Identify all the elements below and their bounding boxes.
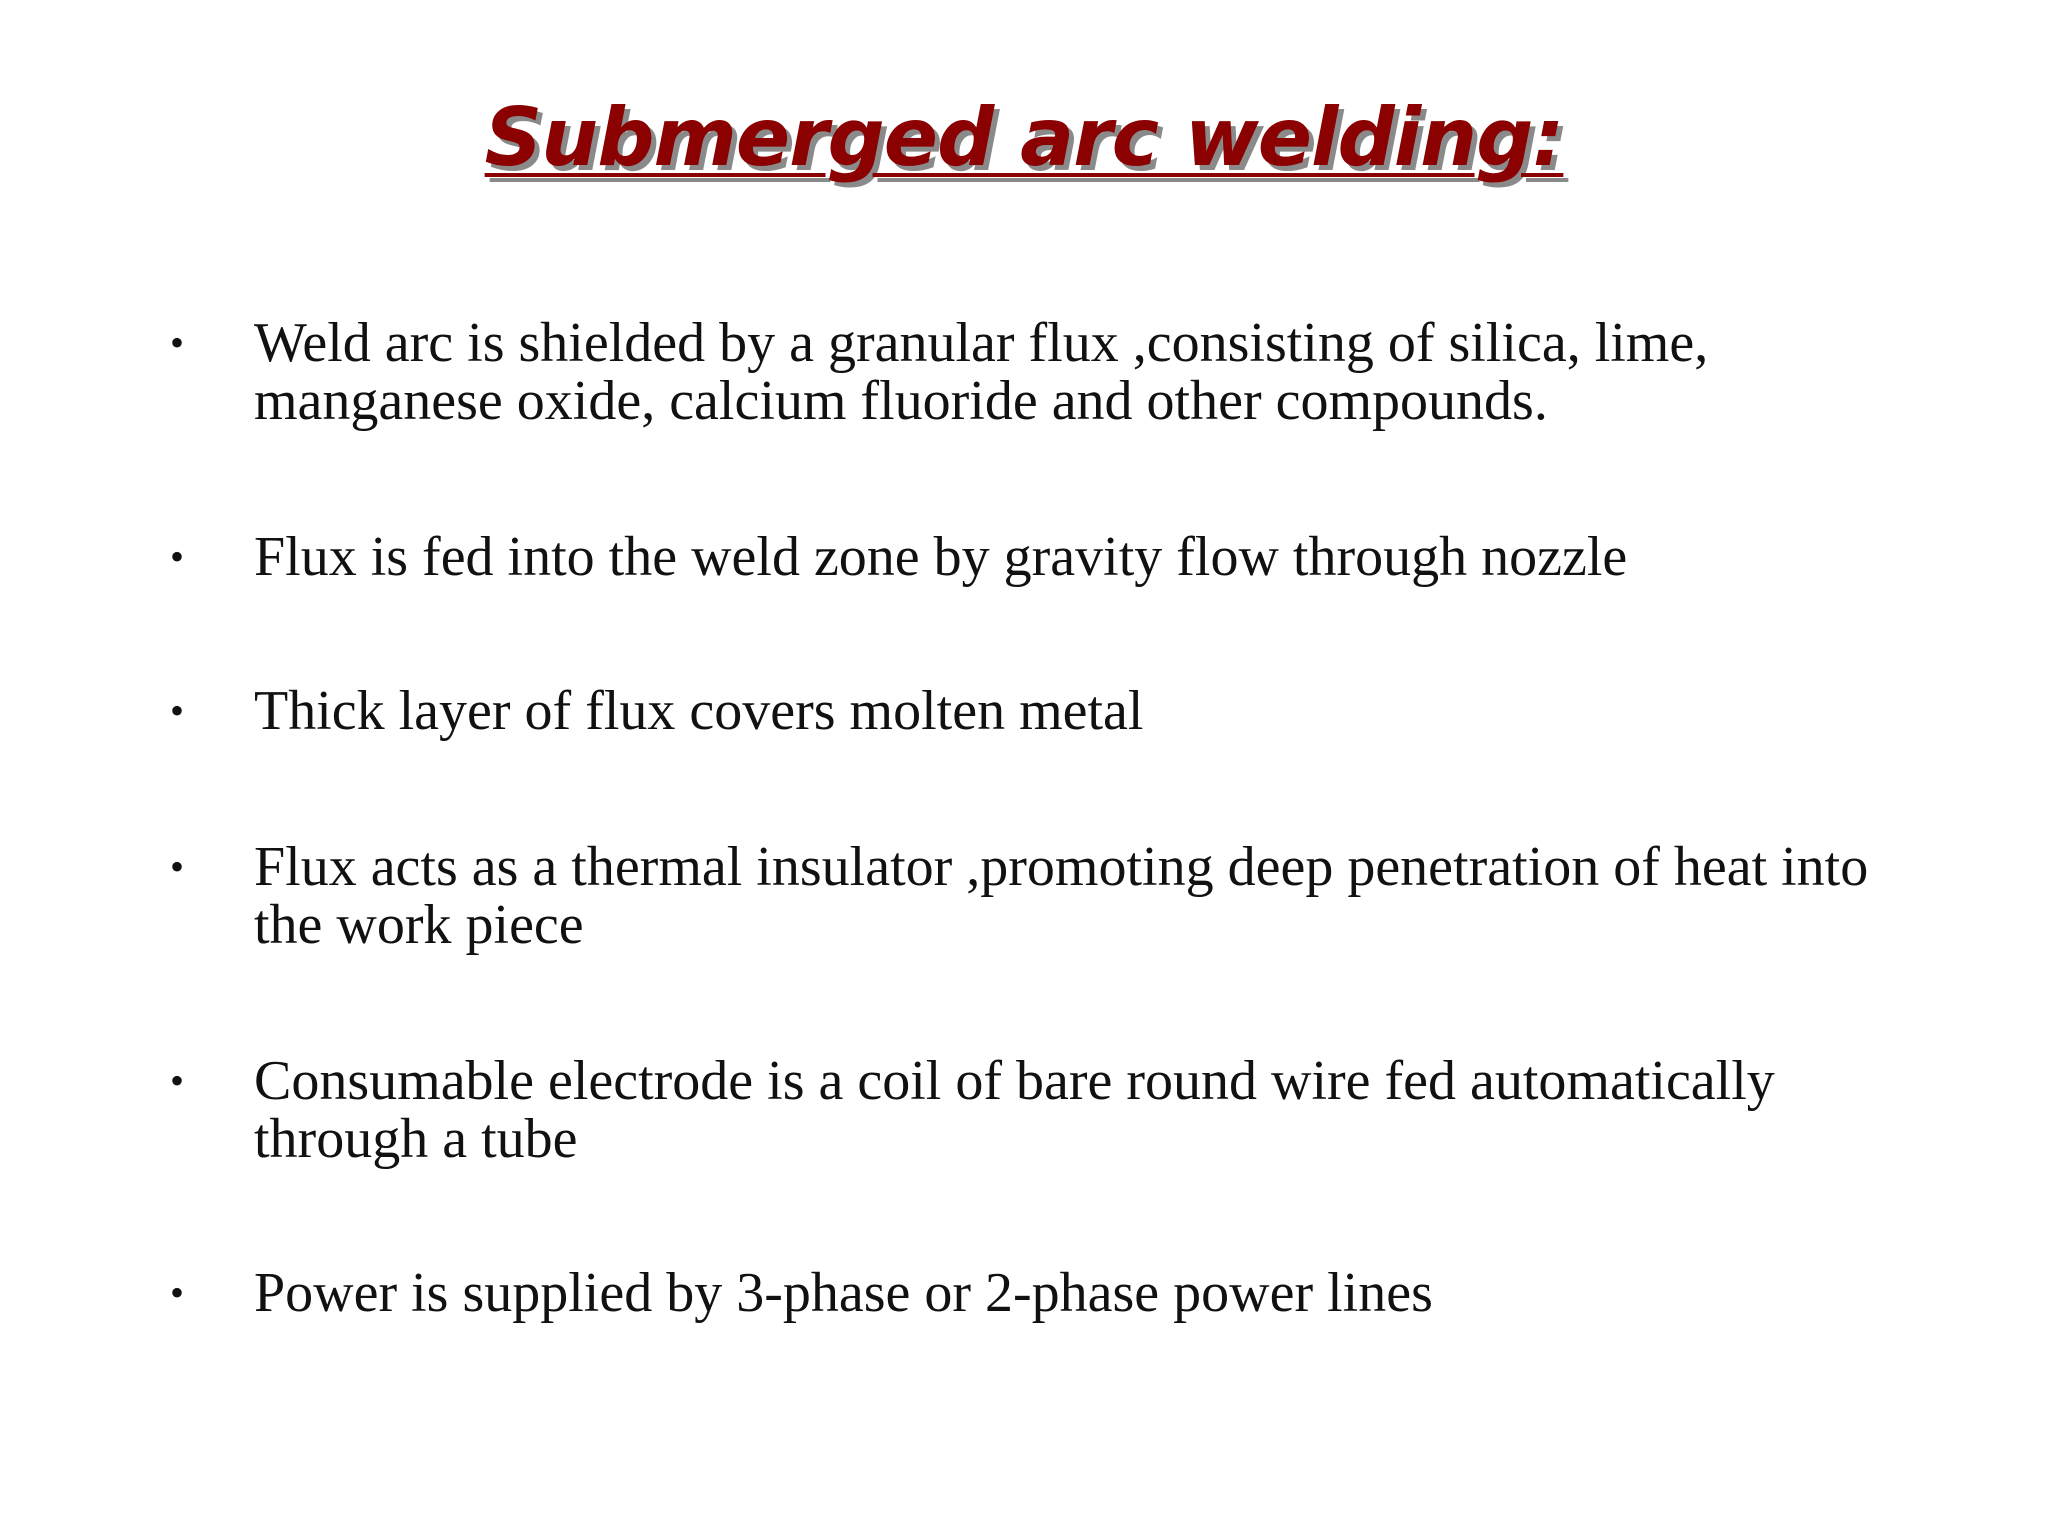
bullet-text: Power is supplied by 3-phase or 2-phase power lines <box>254 1262 1433 1324</box>
bullet-text: Weld arc is shielded by a granular flux ,consisting of silica, lime, manganese oxide, calcium fluoride and other compounds. <box>254 312 1709 432</box>
slide-title: Submerged arc welding: <box>484 91 1564 184</box>
bullet-item <box>170 682 1930 740</box>
bullet-marker: • <box>170 320 185 365</box>
bullet-item <box>170 1264 1930 1322</box>
bullet-text: Flux is fed into the weld zone by gravity flow through nozzle <box>254 526 1628 588</box>
bullet-marker: • <box>170 1058 185 1103</box>
bullet-marker: • <box>170 688 185 733</box>
bullet-text: Thick layer of flux covers molten metal <box>254 680 1144 742</box>
bullet-marker: • <box>170 844 185 889</box>
bullet-text: Flux acts as a thermal insulator ,promoting deep penetration of heat into the work piece <box>254 836 1869 956</box>
bullet-item <box>170 528 1930 586</box>
bullet-text: Consumable electrode is a coil of bare round wire fed automatically through a tube <box>254 1050 1775 1170</box>
bullet-marker: • <box>170 534 185 579</box>
bullet-item <box>170 838 1930 954</box>
bullet-item <box>170 314 1930 430</box>
bullet-item <box>170 1052 1930 1168</box>
bullet-marker: • <box>170 1270 185 1315</box>
